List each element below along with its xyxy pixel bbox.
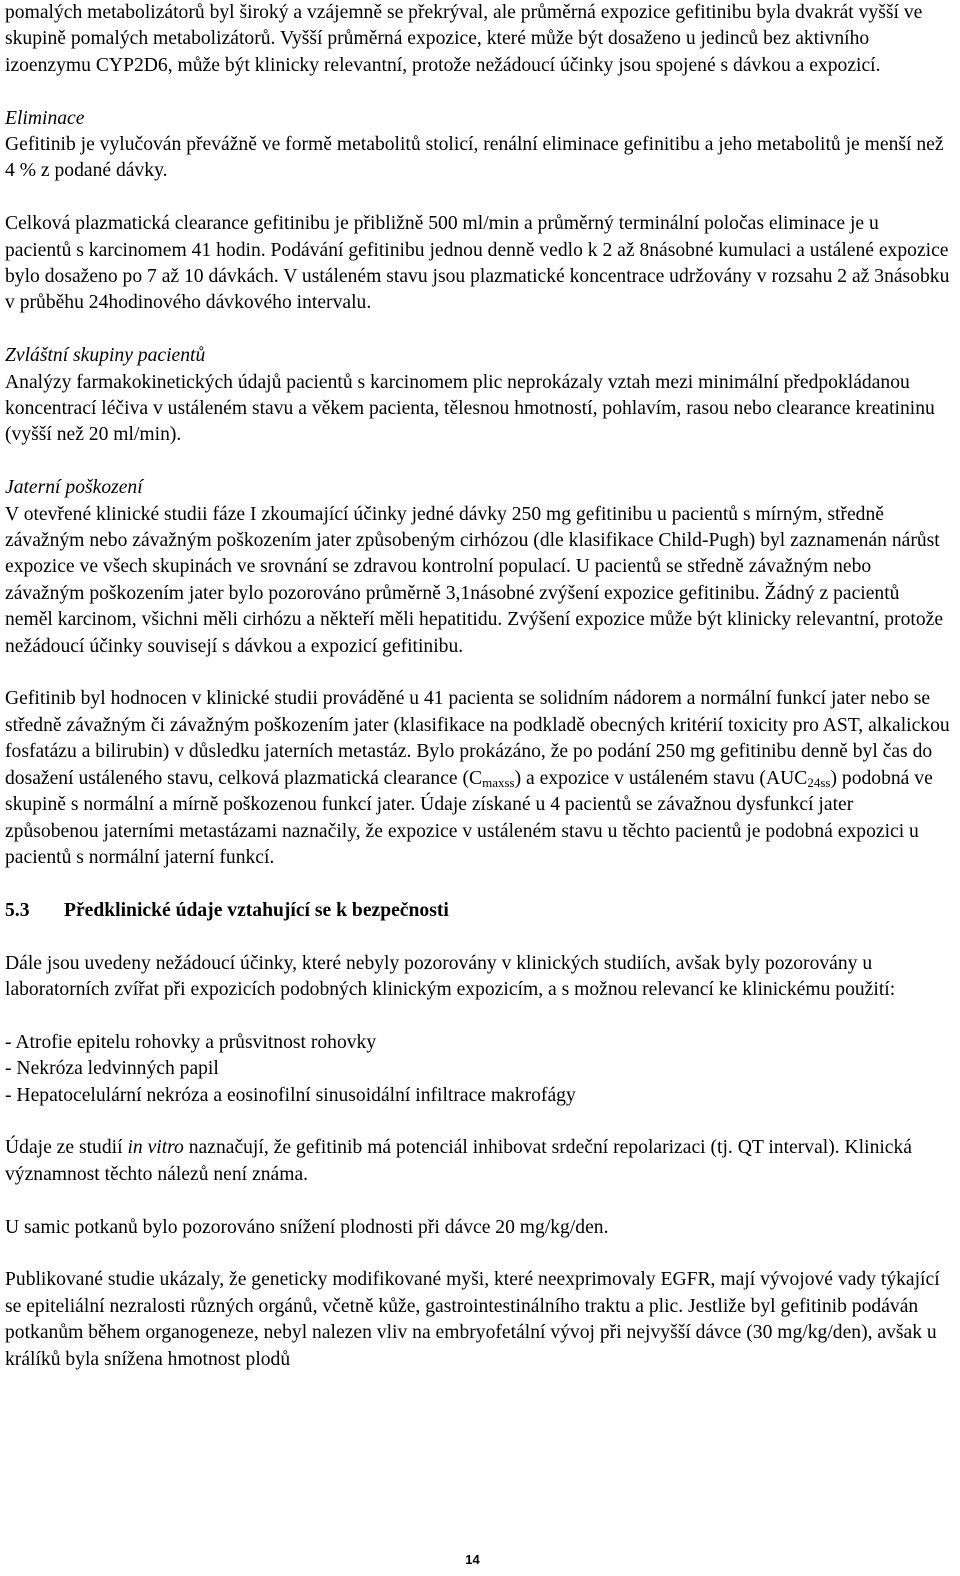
published-studies-paragraph: Publikované studie ukázaly, že geneticky modifikované myši, které neexprimovaly EGFR, mají vývojové vady týkající se epiteliální nezralosti různých orgánů, včetně kůže, gastrointestinálního traktu a plic. Jestliže byl gefitinib podáván potkanům během organogeneze, nebyl nalezen vliv na embryofetální vývoj při nejvyšší dávce (30 mg/kg/den), avšak u králíků byla snížena hmotnost plodů bbox=[5, 1269, 940, 1370]
section-heading bbox=[5, 898, 950, 924]
hepatic-paragraph-1: V otevřené klinické studii fáze I zkoumající účinky jedné dávky 250 mg gefitinibu u pacientů s mírným, středně závažným nebo závažným poškozením jater způsobeným cirhózou (dle klasifikace Child-Pugh) byl zaznamenán nárůst expozice ve všech skupinách ve srovnání se zdravou kontrolní populací. U pacientů se středně závažným nebo závažným poškozením jater bylo pozorováno průměrně 3,1násobné zvýšení expozice gefitinibu. Žádný z pacientů neměl karcinom, všichni měli cirhózu a někteří měli hepatitidu. Zvýšení expozice může být klinicky relevantní, protože nežádoucí účinky souvisejí s dávkou a expozicí gefitinibu. bbox=[5, 503, 944, 657]
list-item: - Atrofie epitelu rohovky a průsvitnost rohovky bbox=[5, 1031, 377, 1053]
list-item: - Hepatocelulární nekróza a eosinofilní sinusoidální infiltrace makrofágy bbox=[5, 1084, 576, 1106]
special-groups-paragraph: Analýzy farmakokinetických údajů pacientů s karcinomem plic neprokázaly vztah mezi minimální předpokládanou koncentrací léčiva v ustáleném stavu a věkem pacienta, tělesnou hmotností, pohlavím, rasou nebo clearance kreatininu (vyšší než 20 ml/min). bbox=[5, 371, 935, 446]
preclinical-intro-paragraph: Dále jsou uvedeny nežádoucí účinky, které nebyly pozorovány v klinických studiích, avšak byly pozorovány u laboratorních zvířat při expozicích podobných klinickým expozicím, a s možnou relevancí ke klinickému použití: bbox=[5, 952, 896, 1000]
in-vitro-paragraph bbox=[5, 1135, 950, 1188]
hepatic-paragraph-2 bbox=[5, 686, 950, 871]
preclinical-findings-list bbox=[5, 1030, 950, 1109]
document-page bbox=[5, 0, 950, 1373]
list-item: - Nekróza ledvinných papil bbox=[5, 1058, 219, 1080]
section-number: 5.3 bbox=[5, 899, 30, 921]
pharmacokinetics-continuation-paragraph: pomalých metabolizátorů byl široký a vzájemně se překrýval, ale průměrná expozice gefitinibu byla dvakrát vyšší ve skupině pomalých metabolizátorů. Vyšší průměrná expozice, které může být dosaženo u jedinců bez aktivního izoenzymu CYP2D6, může být klinicky relevantní, protože nežádoucí účinky jsou spojené s dávkou a expozicí. bbox=[5, 2, 923, 76]
in-vitro-italic: in vitro bbox=[127, 1137, 184, 1159]
special-groups-subheading: Zvláštní skupiny pacientů bbox=[5, 345, 206, 367]
hepatic-p2-text-a: Gefitinib byl hodnocen v klinické studii prováděné u 41 pacienta se solidním nádorem a normální funkcí jater nebo se středně závažným či závažným poškozením jater (klasifikace na podkladě obecných kritérií toxicity pro AST, alkalickou fosfatázu a bilirubin) v důsledku jaterních metastáz. Bylo prokázáno, že po podání 250 mg gefitinibu denně byl čas do dosažení ustáleného stavu, celková plazmatická clearance (C bbox=[5, 688, 950, 789]
page-number: 14 bbox=[465, 1552, 480, 1567]
auc-subscript: 24ss bbox=[807, 774, 831, 790]
elimination-subheading: Eliminace bbox=[5, 107, 85, 129]
section-title: Předklinické údaje vztahující se k bezpečnosti bbox=[64, 899, 449, 921]
in-vitro-text-b: naznačují, že gefitinib má potenciál inhibovat srdeční repolarizaci (tj. QT interval). Klinická významnost těchto nálezů není známa. bbox=[5, 1137, 912, 1185]
hepatic-p2-text-b: ) a expozice v ustáleném stavu (AUC bbox=[514, 767, 808, 789]
cmax-subscript: maxss bbox=[482, 774, 515, 790]
elimination-paragraph-2: Celková plazmatická clearance gefitinibu je přibližně 500 ml/min a průměrný terminální poločas eliminace je u pacientů s karcinomem 41 hodin. Podávání gefitinibu jednou denně vedlo k 2 až 8násobné kumulaci a ustálené expozice bylo dosaženo po 7 až 10 dávkách. V ustáleném stavu jsou plazmatické koncentrace udržovány v rozsahu 2 až 3násobku v průběhu 24hodinového dávkového intervalu. bbox=[5, 213, 950, 314]
hepatic-p2-text-c: ) podobná ve skupině s normální a mírně poškozenou funkcí jater. Údaje získané u 4 pacientů se závažnou dysfunkcí jater způsobenou jaterními metastázami naznačily, že expozice v ustáleném stavu u těchto pacientů je podobná expozici u pacientů s normální jaterní funkcí. bbox=[5, 767, 933, 868]
hepatic-impairment-subheading: Jaterní poškození bbox=[5, 477, 143, 499]
elimination-paragraph-1: Gefitinib je vylučován převážně ve formě metabolitů stolicí, renální eliminace gefinitibu a jeho metabolitů je menší než 4 % z podané dávky. bbox=[5, 134, 944, 182]
fertility-paragraph: U samic potkanů bylo pozorováno snížení plodnosti při dávce 20 mg/kg/den. bbox=[5, 1216, 609, 1238]
in-vitro-text-a: Údaje ze studií bbox=[5, 1137, 128, 1159]
